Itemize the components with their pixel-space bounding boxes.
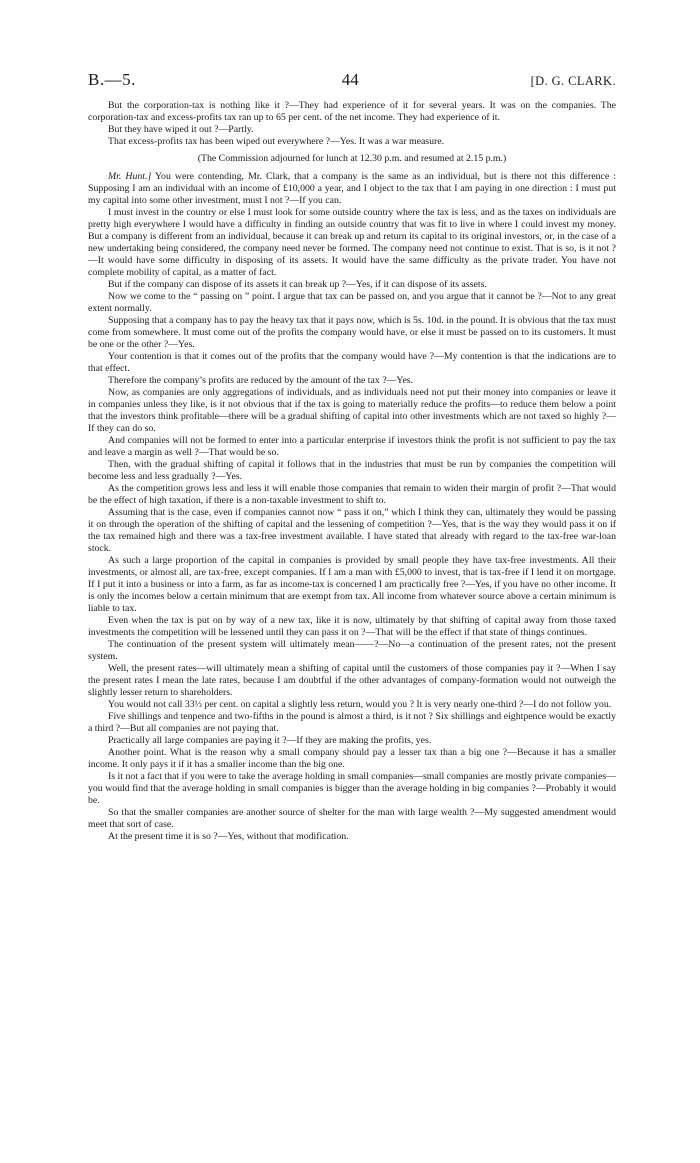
paragraph-text: Therefore the company’s profits are reduced by the amount of the tax ?—Yes. xyxy=(108,375,414,386)
paragraph-text: At the present time it is so ?—Yes, without that modification. xyxy=(108,831,349,842)
paragraph xyxy=(88,124,616,136)
paragraph xyxy=(88,615,616,639)
paragraph-text: Even when the tax is put on by way of a new tax, like it is now, ultimately by that shifting of capital away from those taxed investments the competition will be lessened until they can pass it on ?—That will be the effect if that state of things continues. xyxy=(88,615,616,638)
paragraph-text: Supposing that a company has to pay the heavy tax that it pays now, which is 5s. 10d. in the pound. It is obvious that the tax must come from somewhere. It must come out of the profits the company would have, or else it must be passed on to its customers. It must be one or the other ?—Yes. xyxy=(88,315,616,350)
paragraph xyxy=(88,699,616,711)
paragraph xyxy=(88,291,616,315)
paragraph-text: So that the smaller companies are another source of shelter for the man with large wealth ?—My suggested amendment would meet that sort of case. xyxy=(88,807,616,830)
paragraph-text: But they have wiped it out ?—Partly. xyxy=(108,124,254,135)
paragraph-text: Now we come to the “ passing on ” point. I argue that tax can be passed on, and you argue that it cannot be ?—Not to any great extent normally. xyxy=(88,291,616,314)
paragraph xyxy=(88,435,616,459)
paragraph-text: As such a large proportion of the capital in companies is provided by small people they have tax-free investments. All their investments, or almost all, are tax-free, except companies. If I am a man with £5,000 to invest, that is tax-free if I lend it on mortgage. If I put it into a business or into a farm, as far as income-tax is concerned I am practically free ?—Yes, if you have no other income. It is only the incomes below a certain minimum that are exempt from tax. All income from whatever source above a certain minimum is liable to tax. xyxy=(88,555,616,614)
paragraph xyxy=(88,351,616,375)
paragraph-text: I must invest in the country or else I must look for some outside country where the tax is less, and as the taxes on individuals are pretty high everywhere I would have a difficulty in finding an outside country that was fit to live in where I could invest my money. But a company is different from an individual, because it can break up and return its capital to its original investors, or, in the case of a new undertaking being considered, the company need never be formed. The company need not continue to exist. That is so, is it not ?—It would have some difficulty in disposing of its assets. It would have the same difficulty as the private trader. You have not complete mobility of capital, as a matter of fact. xyxy=(88,207,616,278)
paragraph-text: Now, as companies are only aggregations of individuals, and as individuals need not put their money into companies or leave it in companies unless they like, is it not obvious that if the tax is going to materially reduce the profits—to reduce them below a point that the investors think profitable—there will be a gradual shifting of capital into other investments which are not taxed so highly ?—If they can do so. xyxy=(88,387,616,434)
adjournment-note xyxy=(88,153,616,165)
paragraph-text: That excess-profits tax has been wiped out everywhere ?—Yes. It was a war measure. xyxy=(108,136,445,147)
paragraph-text: Is it not a fact that if you were to take the average holding in small companies—small companies are mostly private companies—you would find that the average holding in small companies is bigger than the average holding in big companies ?—Probably it would be. xyxy=(88,771,616,806)
paragraph-text: Practically all large companies are paying it ?—If they are making the profits, yes. xyxy=(108,735,432,746)
paragraph-text: Five shillings and tenpence and two-fifths in the pound is almost a third, is it not ? Six shillings and eightpence would be exactly a third ?—But all companies are not paying that. xyxy=(88,711,616,734)
page-number: 44 xyxy=(341,70,359,89)
document-code: B.—5. xyxy=(88,70,136,89)
paragraph xyxy=(88,171,616,207)
paragraph xyxy=(88,483,616,507)
paragraph xyxy=(88,807,616,831)
paragraph xyxy=(88,747,616,771)
paragraph xyxy=(88,375,616,387)
paragraph xyxy=(88,459,616,483)
paragraph xyxy=(88,735,616,747)
paragraph xyxy=(88,555,616,615)
speaker-name: Mr. Hunt.] xyxy=(108,171,152,182)
paragraph-text: Then, with the gradual shifting of capital it follows that in the industries that must be run by companies the competition will become less and less gradually ?—Yes. xyxy=(88,459,616,482)
paragraph xyxy=(88,279,616,291)
paragraph xyxy=(88,100,616,124)
paragraph-text: Your contention is that it comes out of the profits that the company would have ?—My contention is that the indications are to that effect. xyxy=(88,351,616,374)
paragraph-text: But if the company can dispose of its assets it can break up ?—Yes, if it can dispose of its assets. xyxy=(108,279,487,290)
paragraph-text: Assuming that is the case, even if companies cannot now “ pass it on,” which I think they can, ultimately they would be passing it on through the operation of the shifting of capital and the lessening of competition ?—Yes, that is the way they would pass it on if the tax remained high and there was a tax-free investment available. I have stated that already with regard to the tax-free war-loan stock. xyxy=(88,507,616,554)
paragraph-text: You would not call 33⅓ per cent. on capital a slightly less return, would you ? It is very nearly one-third ?—I do not follow you. xyxy=(108,699,612,710)
paragraph-text: Well, the present rates—will ultimately mean a shifting of capital until the customers of those companies pay it ?—When I say the present rates I mean the late rates, because I am doubtful if the other advantages of company-formation would not outweigh the slightly lesser return to shareholders. xyxy=(88,663,616,698)
paragraph-text: You were contending, Mr. Clark, that a company is the same as an individual, but is there not this difference : Supposing I am an individual with an income of £10,000 a year, and I object to the tax that I am paying in one direction : I must put my capital into some other investment, must I not ?—If you can. xyxy=(88,171,616,206)
paragraph-text: As the competition grows less and less it will enable those companies that remain to widen their margin of profit ?—That would be the effect of high taxation, if there is a non-taxable investment to shift to. xyxy=(88,483,616,506)
body-text xyxy=(88,100,616,843)
paragraph-text: Another point. What is the reason why a small company should pay a lesser tax than a big one ?—Because it has a smaller income. It only pays it if it has a smaller income than the big one. xyxy=(88,747,616,770)
paragraph xyxy=(88,663,616,699)
paragraph-text: (The Commission adjourned for lunch at 12.30 p.m. and resumed at 2.15 p.m.) xyxy=(197,153,507,164)
page-header xyxy=(88,70,616,96)
paragraph xyxy=(88,639,616,663)
paragraph xyxy=(88,831,616,843)
paragraph xyxy=(88,507,616,555)
paragraph-text: The continuation of the present system will ultimately mean——?—No—a continuation of the present rates, not the present system. xyxy=(88,639,616,662)
paragraph xyxy=(88,207,616,279)
paragraph xyxy=(88,315,616,351)
paragraph xyxy=(88,387,616,435)
paragraph xyxy=(88,771,616,807)
witness-name: [D. G. CLARK. xyxy=(530,74,616,88)
paragraph-text: But the corporation-tax is nothing like it ?—They had experience of it for several years. It was on the companies. The corporation-tax and excess-profits tax ran up to 65 per cent. of the net income. They had experience of it. xyxy=(88,100,616,123)
document-page xyxy=(88,70,616,843)
paragraph xyxy=(88,136,616,148)
paragraph xyxy=(88,711,616,735)
paragraph-text: And companies will not be formed to enter into a particular enterprise if investors think the profit is not sufficient to pay the tax and leave a margin as well ?—That would be so. xyxy=(88,435,616,458)
